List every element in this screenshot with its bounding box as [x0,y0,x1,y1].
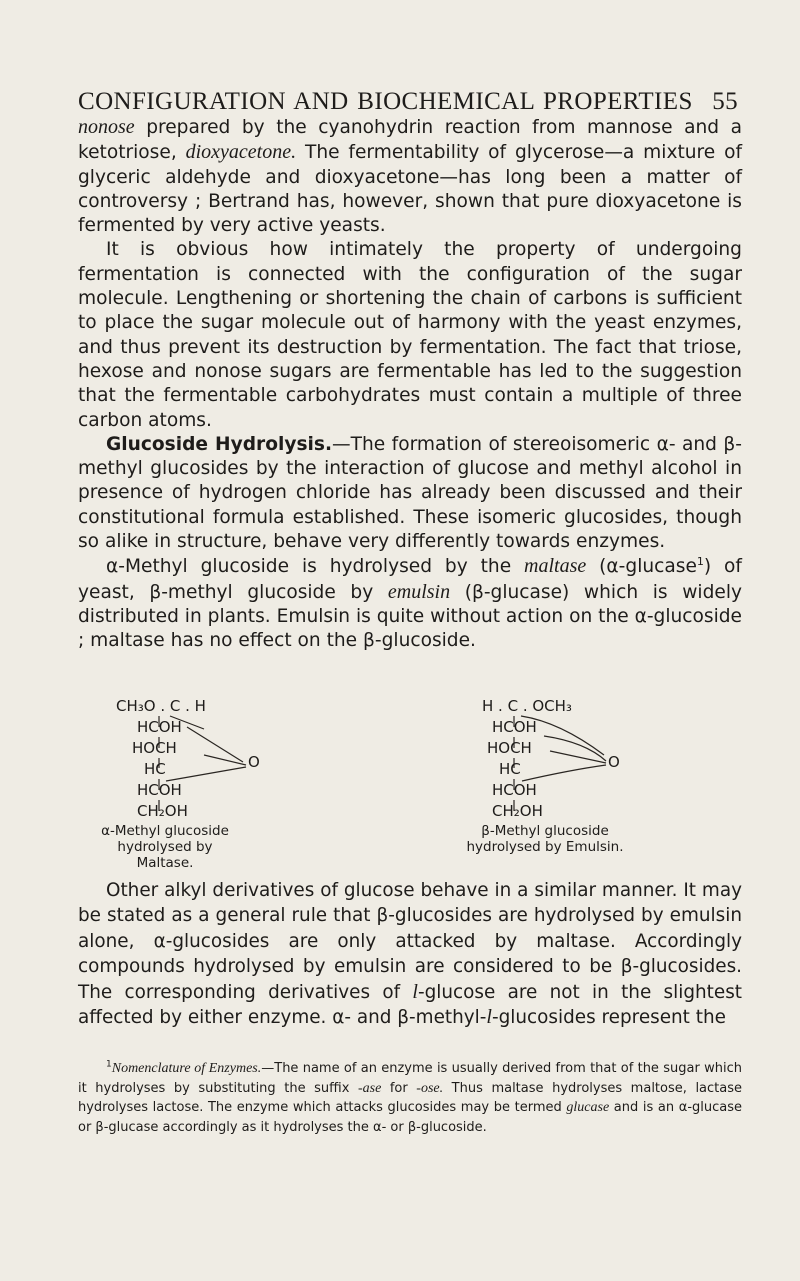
beta-formula-r5: CH₂OH [492,802,543,820]
italic-dioxyacetone: dioxyacetone. [185,141,297,164]
main-text-lower [78,878,742,1030]
alpha-ring-oxygen: O [248,753,260,771]
italic-maltase: maltase [524,555,587,578]
paragraph-3: Glucoside Hydrolysis.—The formation of stereoisomeric α- and β-methyl glucosides by the interaction of glucose and methyl alcohol in presence of hydrogen chloride has already been discussed and their constitutional formula established. These isomeric glucosides, though so alike in structure, behave very differently towards enzymes. [78,433,742,553]
alpha-formula-r2: HOCH [132,739,177,757]
beta-formula-top: H . C . OCH₃ [482,697,572,715]
footnote-mark: 1 [106,1059,112,1070]
beta-formula-r2: HOCH [487,739,532,757]
alpha-formula-top: CH₃O . C . H [116,697,206,715]
footnote-title: Nomenclature of Enzymes. [111,1061,262,1076]
paragraph-4: α-Methyl glucoside is hydrolysed by the maltase (α-glucase$^1$) of yeast, β-methyl glucoside by emulsin (β-glucase) which is widely distributed in plants. Emulsin is quite without action on the α-glucoside ; maltase has no effect on the β-glucoside. [78,555,742,652]
alpha-formula-r3: HC [144,760,166,778]
section-heading: Glucoside Hydrolysis. [106,433,333,455]
italic-emulsin: emulsin [387,580,451,603]
alpha-caption: α-Methyl glucoside hydrolysed by Maltase. [101,823,229,871]
page-number: 55 [712,88,738,115]
alpha-formula-r4: HCOH [137,781,182,799]
paragraph-2: It is obvious how intimately the property of undergoing fermentation is connected with the configuration of the sugar molecule. Lengthening or shortening the chain of carbons is sufficient to place the sugar molecule out of harmony with the yeast enzymes, and thus prevent its destruction by fermentation. The fact that triose, hexose and nonose sugars are fermentable has led to the suggestion that the fermentable carbohydrates must contain a multiple of three carbon atoms. [78,239,742,431]
beta-formula-r4: HCOH [492,781,537,799]
alpha-formula-r1: HCOH [137,718,182,736]
beta-ring-oxygen: O [608,753,620,771]
beta-caption: β-Methyl glucoside hydrolysed by Emulsin. [466,823,624,855]
beta-formula-r1: HCOH [492,718,537,736]
alpha-formula-r5: CH₂OH [137,802,188,820]
footnote-ref: 1 [696,555,704,569]
paragraph-5: Other alkyl derivatives of glucose behave in a similar manner. It may be stated as a general rule that β-glucosides are hydrolysed by emulsin alone, α-glucosides are only attacked by maltase. Accordingly compounds hydrolysed by emulsin are considered to be β-glucosides. The corresponding derivatives of l-glucose are not in the slightest affected by either enzyme. α- and β-methyl-l-glucosides represent the [78,880,742,1029]
header-title: CONFIGURATION AND BIOCHEMICAL PROPERTIES [78,88,693,115]
paragraph-1: nonose prepared by the cyanohydrin reaction from mannose and a ketotriose, dioxyacetone. The fermentability of glycerose—a mixture of glyceric aldehyde and dioxyacetone—has long been a matter of controversy ; Bertrand has, however, shown that pure dioxyacetone is fermented by very active yeasts. [78,116,742,237]
beta-formula-r3: HC [499,760,521,778]
footnote: $^1$Nomenclature of Enzymes.—The name of an enzyme is usually derived from that of the sugar which it hydrolyses by substituting the suffix -ase for -ose. Thus maltase hydrolyses maltose, lactase hydrolyses lactose. The enzyme which attacks glucosides may be termed glucase and is an α-glucase or β-glucase accordingly as it hydrolyses the α- or β-glucoside. [78,1059,743,1135]
italic-nonose: nonose [78,116,135,138]
